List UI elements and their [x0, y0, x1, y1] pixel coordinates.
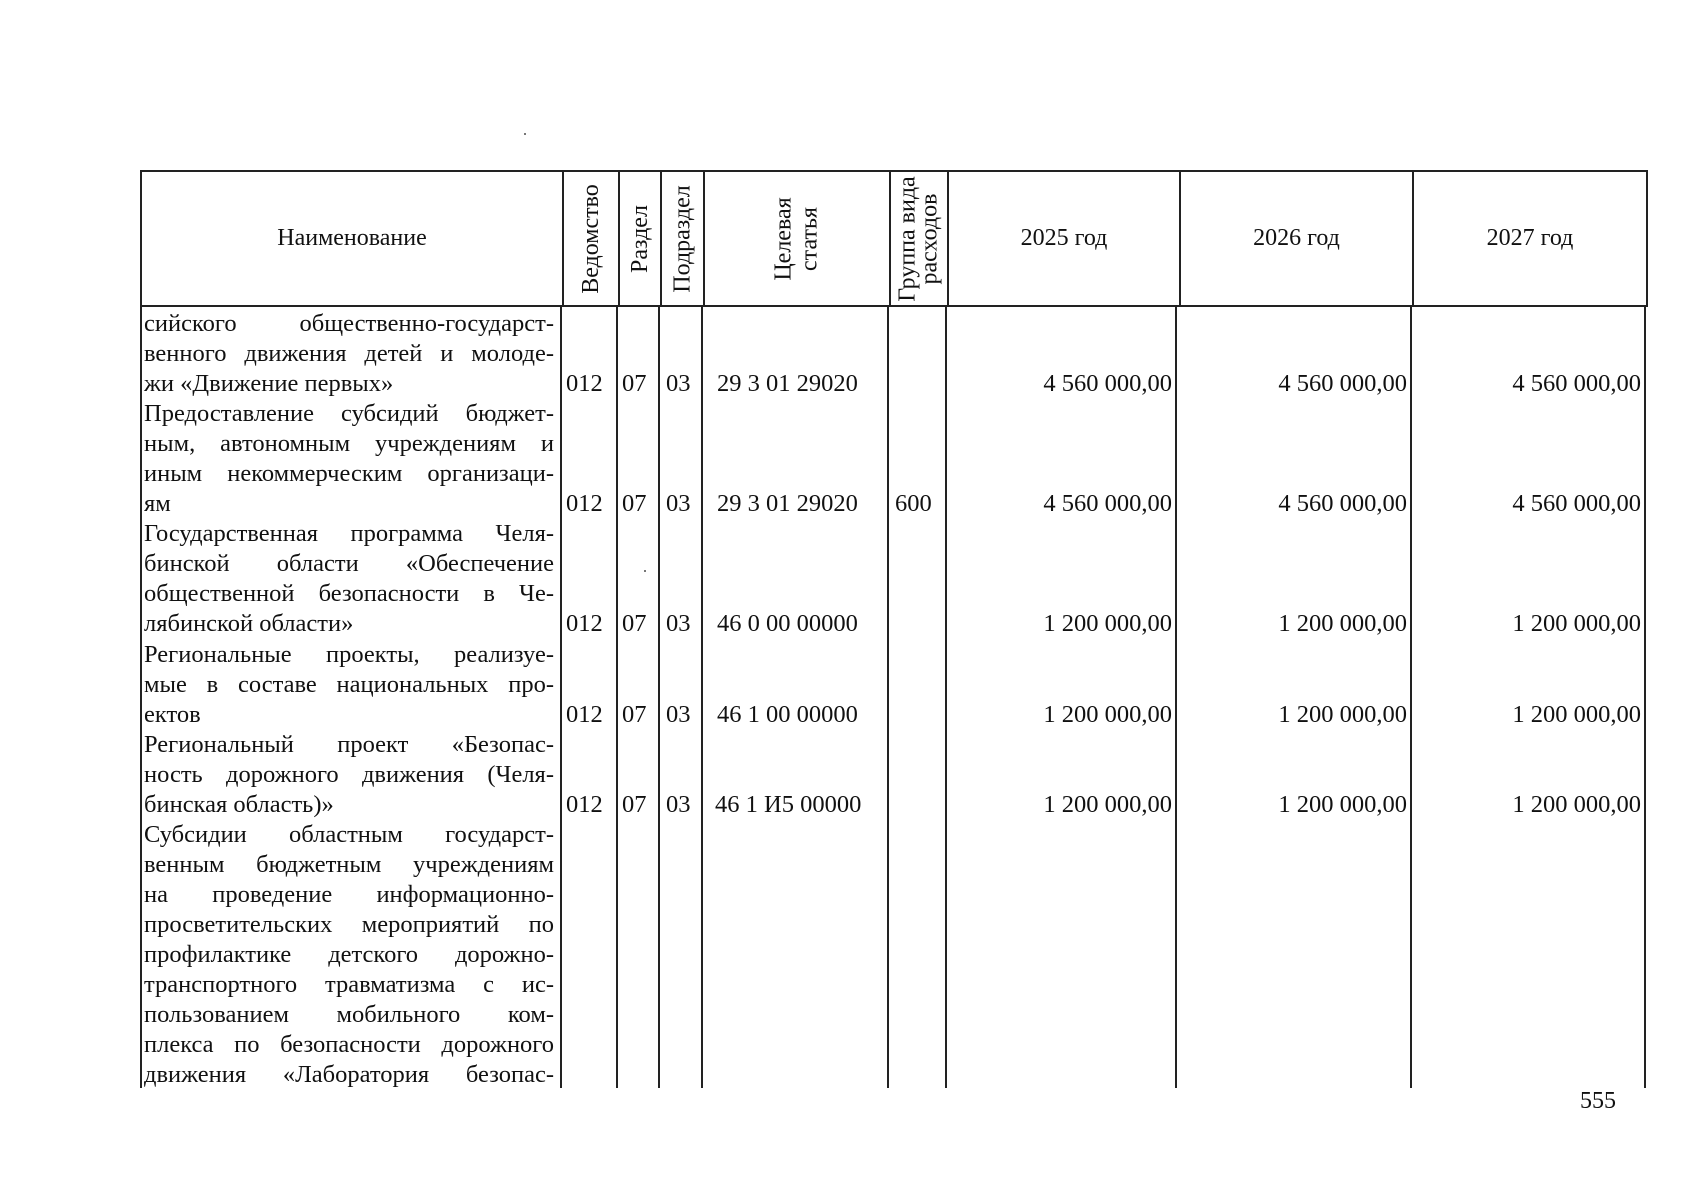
column-line [945, 307, 947, 1088]
column-line [1410, 307, 1412, 1088]
cell-2027: 1 200 000,00 [1512, 610, 1641, 637]
table-header [140, 170, 1648, 307]
row-name-line: общественной безопасности в Че- [144, 580, 554, 607]
cell-2026: 1 200 000,00 [1278, 791, 1407, 818]
cell-celevaya: 46 1 И5 00000 [715, 791, 862, 818]
cell-vedomstvo: 012 [566, 610, 603, 637]
header-name [142, 172, 562, 305]
cell-vedomstvo: 012 [566, 490, 603, 517]
cell-2025: 4 560 000,00 [1043, 370, 1172, 397]
row-name-line: ям [144, 490, 171, 517]
header-vedomstvo-label: Ведомство [578, 183, 604, 294]
cell-podrazdel: 03 [666, 701, 691, 728]
cell-razdel: 07 [622, 701, 647, 728]
row-name-line: пользованием мобильного ком- [144, 1001, 554, 1028]
row-name-line: на проведение информационно- [144, 881, 554, 908]
cell-2025: 1 200 000,00 [1043, 610, 1172, 637]
column-line [616, 307, 618, 1088]
cell-vedomstvo: 012 [566, 701, 603, 728]
cell-2026: 1 200 000,00 [1278, 701, 1407, 728]
column-line [560, 307, 562, 1088]
row-name-line: сийского общественно-государст- [144, 310, 554, 337]
cell-celevaya: 29 3 01 29020 [717, 490, 858, 517]
cell-podrazdel: 03 [666, 791, 691, 818]
cell-2027: 1 200 000,00 [1512, 701, 1641, 728]
row-name-line: бинской области «Обеспечение [144, 550, 554, 577]
header-vedomstvo [562, 172, 618, 305]
cell-podrazdel: 03 [666, 610, 691, 637]
row-name-line: лябинской области» [144, 610, 354, 637]
row-name-line: Предоставление субсидий бюджет- [144, 400, 554, 427]
cell-celevaya: 46 0 00 00000 [717, 610, 858, 637]
cell-gruppa: 600 [895, 490, 932, 517]
header-name-label: Наименование [277, 225, 427, 251]
row-name-line: Государственная программа Челя- [144, 520, 554, 547]
header-gruppa-line2: расходов [917, 193, 943, 284]
row-name-line: ным, автономным учреждениям и [144, 430, 554, 457]
row-name-line: Региональный проект «Безопас- [144, 731, 554, 758]
cell-razdel: 07 [622, 370, 647, 397]
row-name-line: жи «Движение первых» [144, 370, 394, 397]
header-2025 [947, 172, 1179, 305]
row-name-line: движения «Лаборатория безопас- [144, 1061, 554, 1088]
row-name-line: транспортного травматизма с ис- [144, 971, 554, 998]
cell-razdel: 07 [622, 791, 647, 818]
cell-2027: 4 560 000,00 [1512, 490, 1641, 517]
header-gruppa-line1: Группа вида [895, 175, 921, 302]
column-line [1644, 307, 1646, 1088]
row-name-line: Субсидии областным государст- [144, 821, 554, 848]
header-gruppa-label [897, 176, 941, 301]
header-2026 [1179, 172, 1412, 305]
column-line [887, 307, 889, 1088]
cell-celevaya: 29 3 01 29020 [717, 370, 858, 397]
cell-2026: 1 200 000,00 [1278, 610, 1407, 637]
cell-2026: 4 560 000,00 [1278, 490, 1407, 517]
row-name-line: венного движения детей и молоде- [144, 340, 554, 367]
cell-2025: 4 560 000,00 [1043, 490, 1172, 517]
row-name-line: иным некоммерческим организаци- [144, 460, 554, 487]
row-name-line: плекса по безопасности дорожного [144, 1031, 554, 1058]
header-celevaya-line1: Целевая [770, 196, 797, 281]
header-gruppa [889, 172, 947, 305]
column-line [1175, 307, 1177, 1088]
header-2025-label: 2025 год [1020, 225, 1108, 251]
page-number: 555 [1580, 1088, 1616, 1114]
cell-vedomstvo: 012 [566, 791, 603, 818]
row-name-line: профилактике детского дорожно- [144, 941, 554, 968]
header-podrazdel [660, 172, 703, 305]
cell-2027: 4 560 000,00 [1512, 370, 1641, 397]
cell-razdel: 07 [622, 490, 647, 517]
cell-vedomstvo: 012 [566, 370, 603, 397]
cell-celevaya: 46 1 00 00000 [717, 701, 858, 728]
header-2026-label: 2026 год [1253, 225, 1340, 251]
header-2027-label: 2027 год [1486, 225, 1574, 251]
column-line [140, 307, 142, 1088]
column-line [658, 307, 660, 1088]
header-celevaya-line2: статья [796, 206, 823, 271]
cell-razdel: 07 [622, 610, 647, 637]
row-name-line: мые в составе национальных про- [144, 671, 554, 698]
header-podrazdel-label: Подраздел [669, 184, 696, 293]
scan-speck [644, 570, 646, 572]
header-razdel [618, 172, 660, 305]
row-name-line: бинская область)» [144, 791, 334, 818]
header-celevaya-label [771, 197, 823, 280]
cell-podrazdel: 03 [666, 370, 691, 397]
cell-2025: 1 200 000,00 [1043, 701, 1172, 728]
row-name-line: венным бюджетным учреждениям [144, 851, 554, 878]
header-2027 [1412, 172, 1646, 305]
cell-podrazdel: 03 [666, 490, 691, 517]
header-celevaya [703, 172, 889, 305]
cell-2026: 4 560 000,00 [1278, 370, 1407, 397]
row-name-line: ектов [144, 701, 201, 728]
scan-speck [524, 133, 526, 135]
column-line [701, 307, 703, 1088]
row-name-line: Региональные проекты, реализуе- [144, 641, 554, 668]
row-name-line: просветительских мероприятий по [144, 911, 554, 938]
cell-2027: 1 200 000,00 [1512, 791, 1641, 818]
cell-2025: 1 200 000,00 [1043, 791, 1172, 818]
header-razdel-label: Раздел [627, 204, 654, 273]
row-name-line: ность дорожного движения (Челя- [144, 761, 554, 788]
